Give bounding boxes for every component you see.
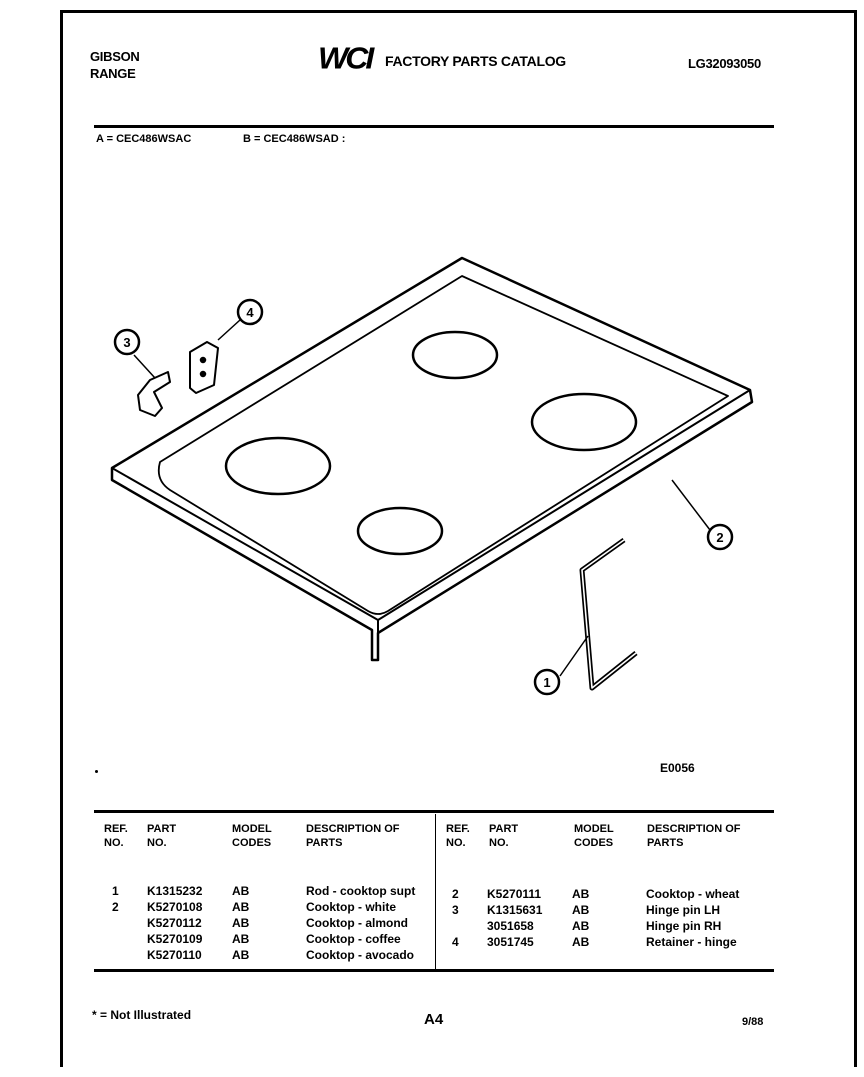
cooktop-outline [112,258,752,660]
cell-codes: AB [232,932,250,946]
cell-codes: AB [572,919,590,933]
cell-codes: AB [232,916,250,930]
cell-codes: AB [572,903,590,917]
callout-4-label: 4 [246,305,254,320]
cell-ref [112,932,147,948]
cell-codes: AB [232,900,250,914]
cell-part: K5270111 [487,887,542,901]
cell-codes: AB [232,948,250,962]
header-model-codes-right: MODEL CODES [574,823,614,849]
page-number: A4 [424,1011,444,1028]
table-top-rule [94,810,774,813]
catalog-number: LG32093050 [688,56,761,71]
brand-line-2: RANGE [90,66,136,81]
hinge-pin [138,372,170,416]
stray-dot [95,770,98,773]
hinge-retainer [190,342,218,393]
cell-desc: Cooktop - almond [306,916,408,930]
catalog-date: 9/88 [742,1016,764,1028]
catalog-title: FACTORY PARTS CATALOG [385,53,566,69]
burner-opening-right [532,394,636,450]
table-row [112,932,436,948]
cell-codes: AB [572,887,590,901]
cell-part: 3051745 [487,935,534,949]
cell-ref: 2 [112,900,119,914]
cell-desc: Cooktop - avocado [306,948,415,962]
cell-desc: Hinge pin LH [646,903,720,917]
cell-codes: AB [572,935,590,949]
wci-logo: WCI [318,40,372,76]
cell-ref: 3 [452,903,459,917]
cooktop-front-edge [112,390,750,620]
table-row [112,900,436,916]
cell-part: K5270108 [147,900,203,914]
cell-part: 3051658 [487,919,534,933]
table-row [452,935,776,951]
header-ref-no-right: REF. NO. [446,823,470,849]
table-row [112,884,436,900]
header-model-codes-left: MODEL CODES [232,823,272,849]
figure-code: E0056 [660,761,695,775]
cell-part: K5270109 [147,932,203,946]
table-row [452,919,776,935]
cell-desc: Cooktop - coffee [306,932,401,946]
cell-codes: AB [232,884,250,898]
brand-line-1: GIBSON [90,49,140,64]
cell-ref: 1 [112,884,119,898]
cell-desc: Cooktop - white [306,900,396,914]
model-a: A = CEC486WSAC [96,133,192,145]
header-ref-no-left: REF. NO. [104,823,128,849]
cell-desc: Hinge pin RH [646,919,722,933]
burner-opening-back [413,332,497,378]
header-part-no-left: PART NO. [147,823,177,849]
callout-2-label: 2 [716,530,724,545]
model-b: B = CEC486WSAD : [243,133,346,145]
cell-desc: Cooktop - wheat [646,887,740,901]
table-row [452,903,776,919]
callout-3-label: 3 [123,335,131,350]
table-bottom-rule [94,969,774,972]
callout-1-label: 1 [543,675,551,690]
cell-part: K5270112 [147,916,202,930]
parts-table-right [452,887,776,951]
cell-part: K1315232 [147,884,203,898]
cell-desc: Rod - cooktop supt [306,884,416,898]
table-row [112,948,436,964]
cell-ref: 4 [452,935,459,949]
parts-table-left [112,884,436,964]
header-part-no-right: PART NO. [489,823,519,849]
cell-ref: 2 [452,887,459,901]
burner-opening-front [358,508,442,554]
cell-part: K1315631 [487,903,543,917]
table-row [452,887,776,903]
cell-ref [452,919,487,935]
header-description-right: DESCRIPTION OF PARTS [647,823,741,849]
burner-opening-left [226,438,330,494]
header-description-left: DESCRIPTION OF PARTS [306,823,400,849]
table-row [112,916,436,932]
cell-part: K5270110 [147,948,202,962]
not-illustrated-note: * = Not Illustrated [92,1008,192,1022]
cell-ref [112,916,147,932]
cell-desc: Retainer - hinge [646,935,737,949]
cell-ref [112,948,147,964]
